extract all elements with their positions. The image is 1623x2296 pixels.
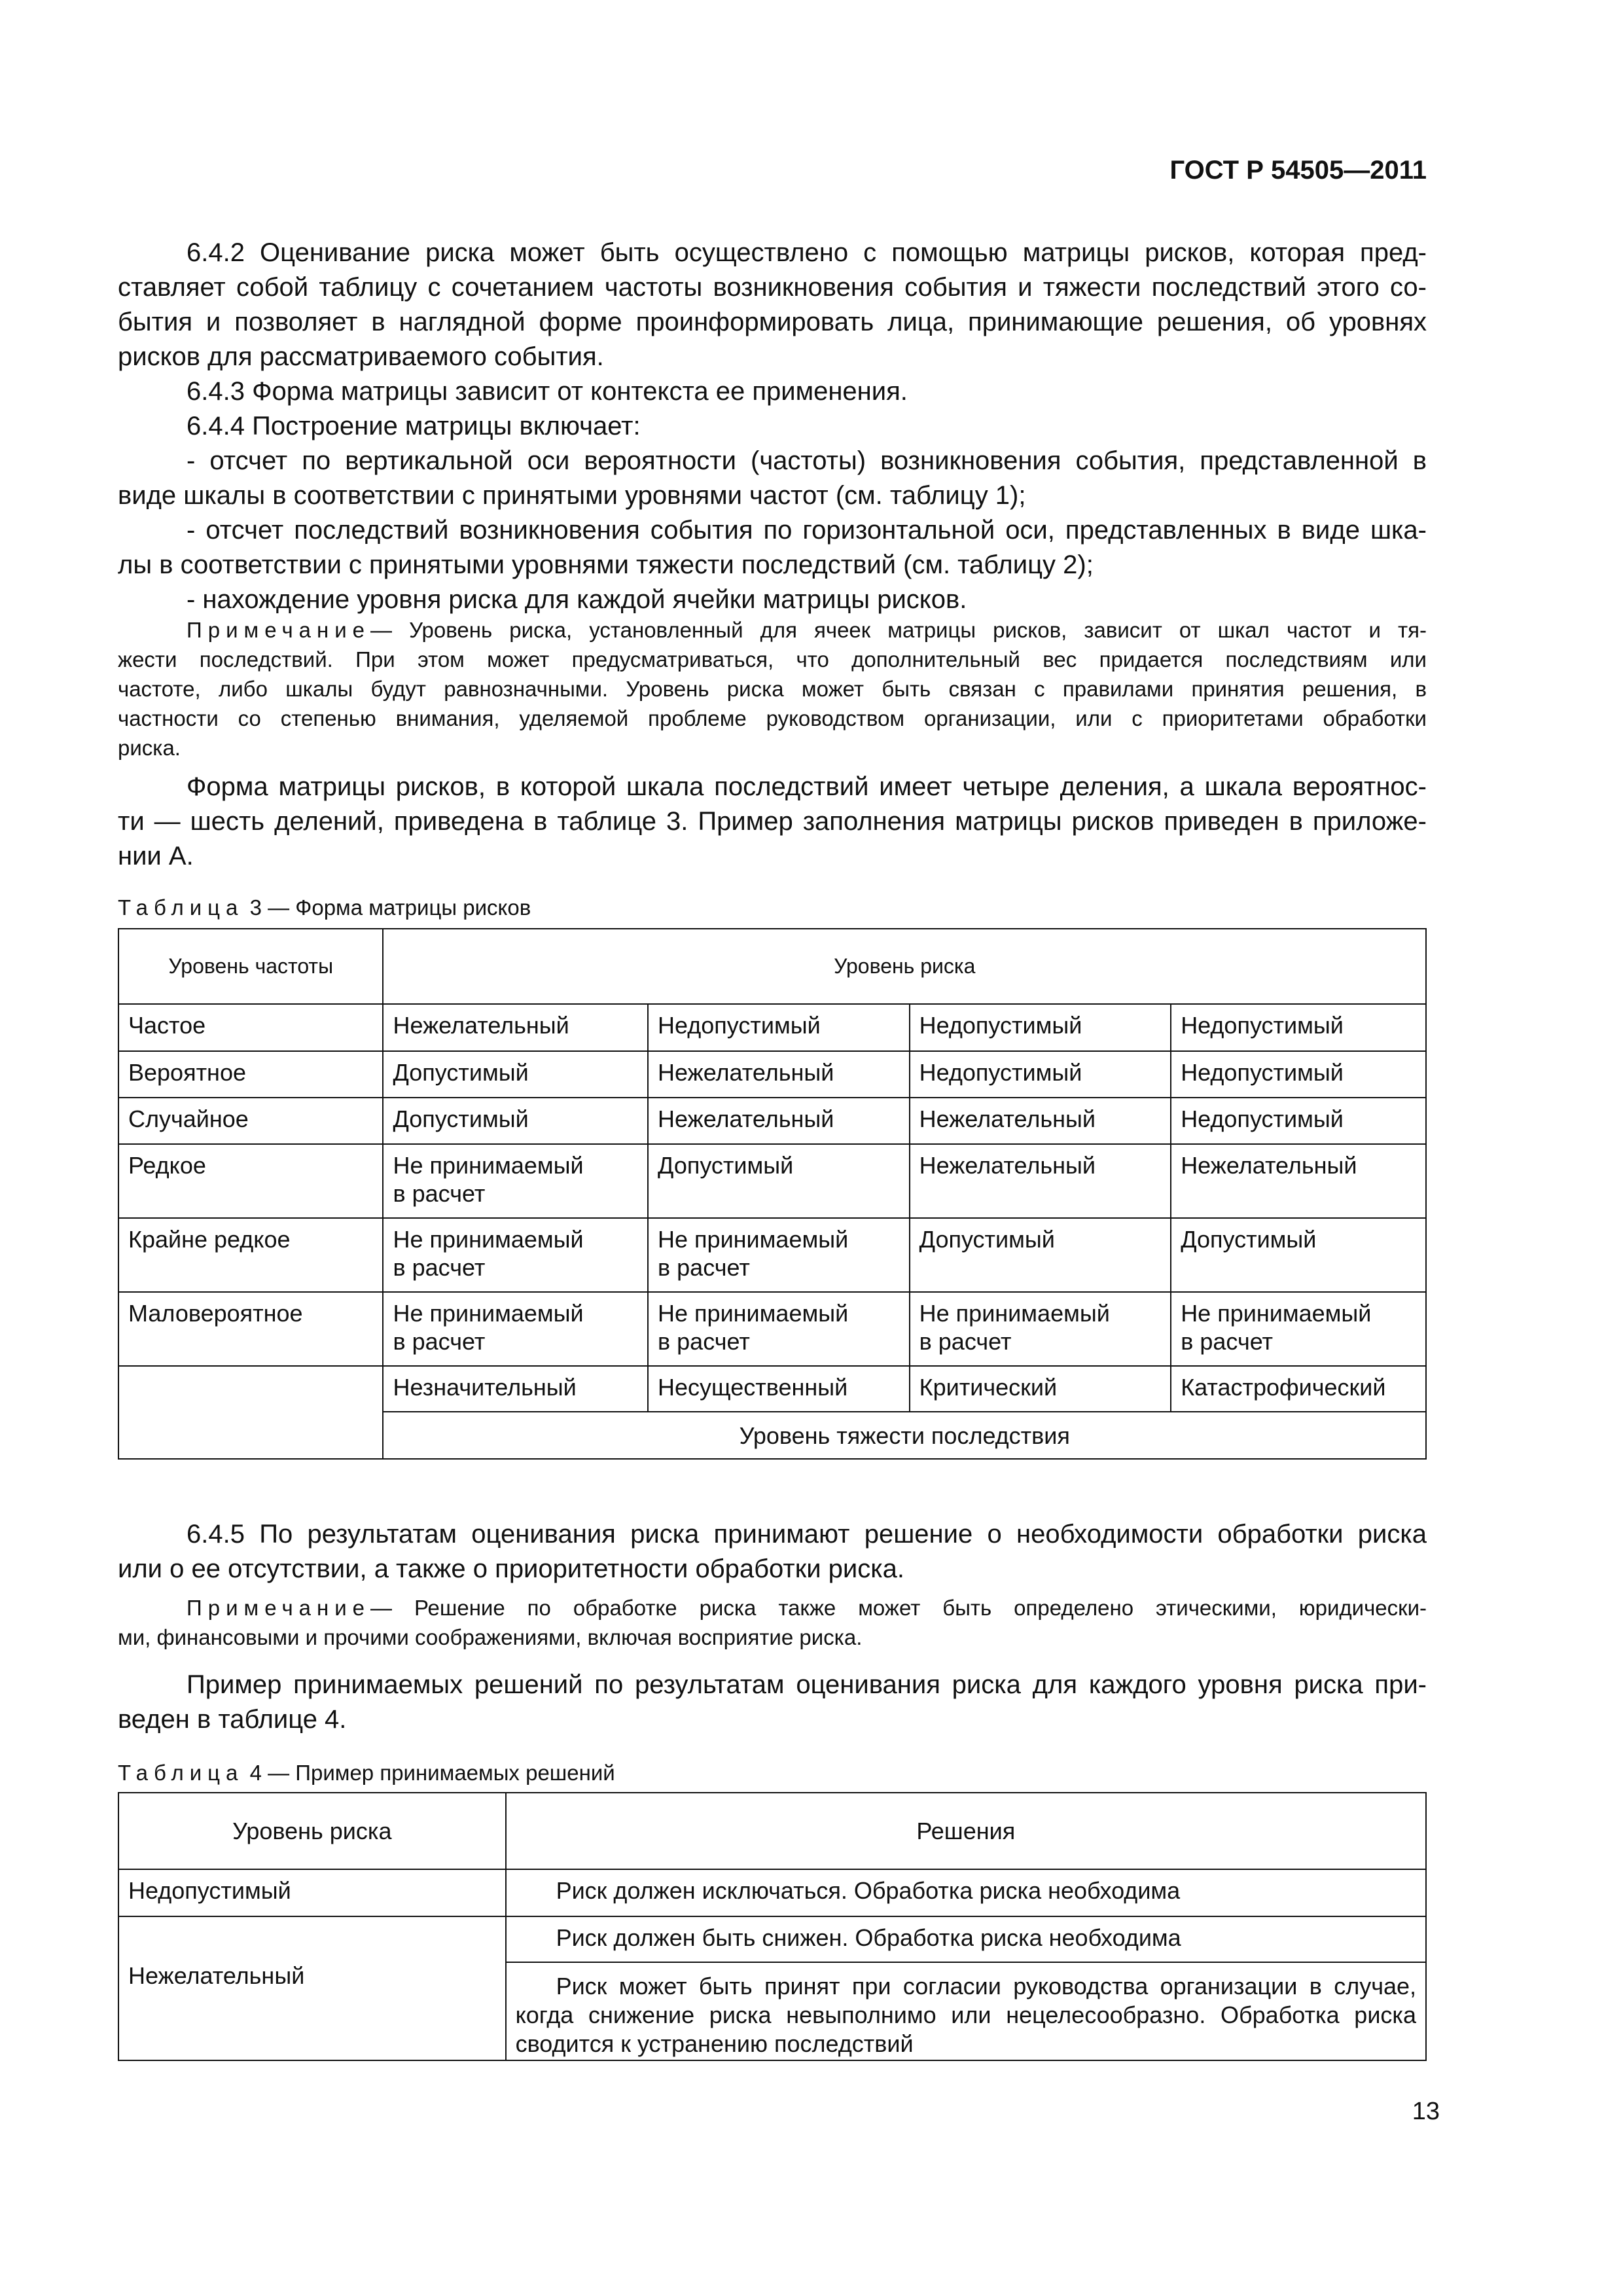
text-line: 6.4.5 По результатам оценивания риска принимают решение о необходимости обработки риска bbox=[187, 1520, 1427, 1549]
note-line: ми, финансовыми и прочими соображениями, включая восприятие риска. bbox=[118, 1625, 863, 1649]
cell-line: когда снижение риска невыполнимо или нецелесообразно. Обработка риска bbox=[515, 2001, 1416, 2028]
note-line: риска. bbox=[118, 736, 181, 760]
risk-cell: Недопустимый bbox=[910, 1051, 1171, 1098]
cell-line: в расчет bbox=[919, 1328, 1012, 1355]
freq-cell: Маловероятное bbox=[118, 1292, 383, 1366]
text-line: бытия и позволяет в наглядной форме проинформировать лица, принимающие решения, об уровнях bbox=[118, 308, 1427, 336]
cell-line: Не принимаемый bbox=[393, 1226, 584, 1253]
text-line: 6.4.2 Оценивание риска может быть осуществлено с помощью матрицы рисков, которая пред- bbox=[187, 238, 1427, 267]
document-header: ГОСТ Р 54505—2011 bbox=[1169, 156, 1427, 185]
risk-cell bbox=[648, 1218, 910, 1292]
cell-line: Нежелательный bbox=[1181, 1152, 1357, 1179]
cell-line: в расчет bbox=[393, 1254, 486, 1281]
risk-cell bbox=[648, 1144, 910, 1218]
risk-cell: Нежелательный bbox=[648, 1098, 910, 1144]
header-risk-level: Уровень риска bbox=[383, 929, 1426, 1004]
note-line bbox=[118, 1593, 1427, 1623]
section-6-4-3: 6.4.3 Форма матрицы зависит от контекста ее применения. bbox=[187, 377, 908, 406]
paragraph-matrix-form bbox=[118, 770, 1427, 874]
severity-cell: Критический bbox=[910, 1366, 1171, 1412]
cell-line: Не принимаемый bbox=[1181, 1300, 1372, 1327]
risk-cell: Нежелательный bbox=[648, 1051, 910, 1098]
table-row bbox=[118, 1916, 1426, 1962]
risk-cell: Нежелательный bbox=[383, 1004, 648, 1051]
risk-level-cell: Нежелательный bbox=[118, 1916, 506, 2060]
note-text: — Решение по обработке риска также может быть определено этическими, юридически- bbox=[370, 1596, 1427, 1620]
decisions-table bbox=[118, 1792, 1427, 2061]
note-text: — Уровень риска, установленный для ячеек матрицы рисков, зависит от шкал частот и тя- bbox=[370, 618, 1427, 642]
risk-cell bbox=[648, 1292, 910, 1366]
table3-caption-label: Таблица bbox=[118, 895, 244, 920]
decision-cell: Риск должен быть снижен. Обработка риска необходима bbox=[506, 1916, 1426, 1962]
cell-line: Допустимый bbox=[919, 1226, 1055, 1253]
header-risk-level: Уровень риска bbox=[118, 1793, 506, 1869]
text-line: рисков для рассматриваемого события. bbox=[118, 342, 604, 371]
risk-cell bbox=[1171, 1292, 1426, 1366]
table-row bbox=[118, 1218, 1426, 1292]
risk-cell: Допустимый bbox=[383, 1051, 648, 1098]
risk-cell: Нежелательный bbox=[910, 1098, 1171, 1144]
risk-cell: Недопустимый bbox=[1171, 1098, 1426, 1144]
risk-cell: Недопустимый bbox=[648, 1004, 910, 1051]
note-line: частности со степенью внимания, уделяемой проблеме руководством организации, или с приоритетами обработки bbox=[118, 706, 1427, 730]
table-header-row bbox=[118, 1793, 1426, 1869]
table-row bbox=[118, 1144, 1426, 1218]
freq-cell: Частое bbox=[118, 1004, 383, 1051]
header-decisions: Решения bbox=[506, 1793, 1426, 1869]
text-line: - нахождение уровня риска для каждой ячейки матрицы рисков. bbox=[187, 585, 967, 614]
empty-corner-cell bbox=[118, 1366, 383, 1459]
severity-level-label: Уровень тяжести последствия bbox=[383, 1412, 1426, 1459]
table4-caption-label: Таблица bbox=[118, 1761, 244, 1785]
cell-line: Допустимый bbox=[1181, 1226, 1317, 1253]
page-number: 13 bbox=[1412, 2098, 1440, 2125]
severity-cell: Катастрофический bbox=[1171, 1366, 1426, 1412]
text-line: - отсчет последствий возникновения события по горизонтальной оси, представленных в виде шка- bbox=[187, 516, 1427, 545]
freq-cell: Случайное bbox=[118, 1098, 383, 1144]
text-line: виде шкалы в соответствии с принятыми уровнями частот (см. таблицу 1); bbox=[118, 481, 1026, 510]
table4-caption bbox=[118, 1761, 615, 1785]
cell-line: в расчет bbox=[1181, 1328, 1274, 1355]
cell-line: в расчет bbox=[658, 1254, 750, 1281]
severity-row bbox=[118, 1366, 1426, 1412]
section-6-4-2 bbox=[118, 236, 1427, 617]
severity-cell: Незначительный bbox=[383, 1366, 648, 1412]
cell-line: в расчет bbox=[658, 1328, 750, 1355]
text-line: или о ее отсутствии, а также о приоритетности обработки риска. bbox=[118, 1554, 904, 1583]
freq-cell: Вероятное bbox=[118, 1051, 383, 1098]
section-6-4-5 bbox=[118, 1517, 1427, 1587]
risk-cell: Недопустимый bbox=[1171, 1004, 1426, 1051]
risk-cell bbox=[383, 1218, 648, 1292]
risk-cell bbox=[910, 1144, 1171, 1218]
freq-cell: Редкое bbox=[118, 1144, 383, 1218]
cell-line: Не принимаемый bbox=[393, 1300, 584, 1327]
risk-cell bbox=[383, 1292, 648, 1366]
text-line: 6.4.4 Построение матрицы включает: bbox=[187, 412, 641, 440]
text-line: веден в таблице 4. bbox=[118, 1705, 347, 1734]
table3-caption-text: 3 — Форма матрицы рисков bbox=[249, 895, 531, 920]
text-line: Форма матрицы рисков, в которой шкала последствий имеет четыре деления, а шкала вероятнос- bbox=[187, 772, 1427, 801]
paragraph-example bbox=[118, 1668, 1427, 1737]
header-frequency-level: Уровень частоты bbox=[118, 929, 383, 1004]
severity-cell: Несущественный bbox=[648, 1366, 910, 1412]
table-row bbox=[118, 1051, 1426, 1098]
risk-level-cell: Недопустимый bbox=[118, 1869, 506, 1916]
text-line: - отсчет по вертикальной оси вероятности (частоты) возникновения события, представленной в bbox=[187, 446, 1427, 475]
text-line: ставляет собой таблицу с сочетанием частоты возникновения события и тяжести последствий этого со- bbox=[118, 273, 1427, 302]
risk-matrix-table bbox=[118, 928, 1427, 1460]
decision-cell bbox=[506, 1962, 1426, 2060]
text-line: лы в соответствии с принятыми уровнями тяжести последствий (см. таблицу 2); bbox=[118, 550, 1094, 579]
table-row bbox=[118, 1869, 1426, 1916]
note-2 bbox=[118, 1593, 1427, 1652]
cell-line: сводится к устранению последствий bbox=[515, 2030, 914, 2057]
risk-cell bbox=[1171, 1144, 1426, 1218]
risk-cell: Недопустимый bbox=[1171, 1051, 1426, 1098]
cell-line: Нежелательный bbox=[919, 1152, 1096, 1179]
note-label: Примечание bbox=[187, 1596, 371, 1620]
cell-line: Не принимаемый bbox=[658, 1300, 849, 1327]
text-line: ти — шесть делений, приведена в таблице 3. Пример заполнения матрицы рисков приведен в приложе- bbox=[118, 807, 1427, 836]
table-header-row bbox=[118, 929, 1426, 1004]
note-1 bbox=[118, 615, 1427, 762]
text-line: Пример принимаемых решений по результатам оценивания риска для каждого уровня риска при- bbox=[187, 1670, 1427, 1699]
risk-cell bbox=[383, 1144, 648, 1218]
table4-caption-text: 4 — Пример принимаемых решений bbox=[249, 1761, 615, 1785]
risk-cell bbox=[1171, 1218, 1426, 1292]
risk-cell bbox=[910, 1292, 1171, 1366]
note-line: частоте, либо шкалы будут равнозначными. Уровень риска может быть связан с правилами принятия решения, в bbox=[118, 677, 1427, 701]
cell-line: Не принимаемый bbox=[919, 1300, 1110, 1327]
note-line bbox=[118, 615, 1427, 645]
table-row bbox=[118, 1098, 1426, 1144]
cell-line: Допустимый bbox=[658, 1152, 794, 1179]
table-row bbox=[118, 1004, 1426, 1051]
risk-cell bbox=[910, 1218, 1171, 1292]
table-row bbox=[118, 1292, 1426, 1366]
cell-line: в расчет bbox=[393, 1328, 486, 1355]
freq-cell: Крайне редкое bbox=[118, 1218, 383, 1292]
risk-cell: Недопустимый bbox=[910, 1004, 1171, 1051]
note-line: жести последствий. При этом может предусматриваться, что дополнительный вес придается последствиям или bbox=[118, 647, 1427, 672]
cell-line: Риск может быть принят при согласии руководства организации в случае, bbox=[556, 1973, 1416, 2000]
text-line: нии А. bbox=[118, 842, 194, 870]
risk-cell: Допустимый bbox=[383, 1098, 648, 1144]
decision-cell: Риск должен исключаться. Обработка риска необходима bbox=[506, 1869, 1426, 1916]
cell-line: в расчет bbox=[393, 1180, 486, 1207]
cell-line: Не принимаемый bbox=[393, 1152, 584, 1179]
note-label: Примечание bbox=[187, 618, 371, 642]
cell-line: Не принимаемый bbox=[658, 1226, 849, 1253]
table3-caption bbox=[118, 895, 531, 920]
